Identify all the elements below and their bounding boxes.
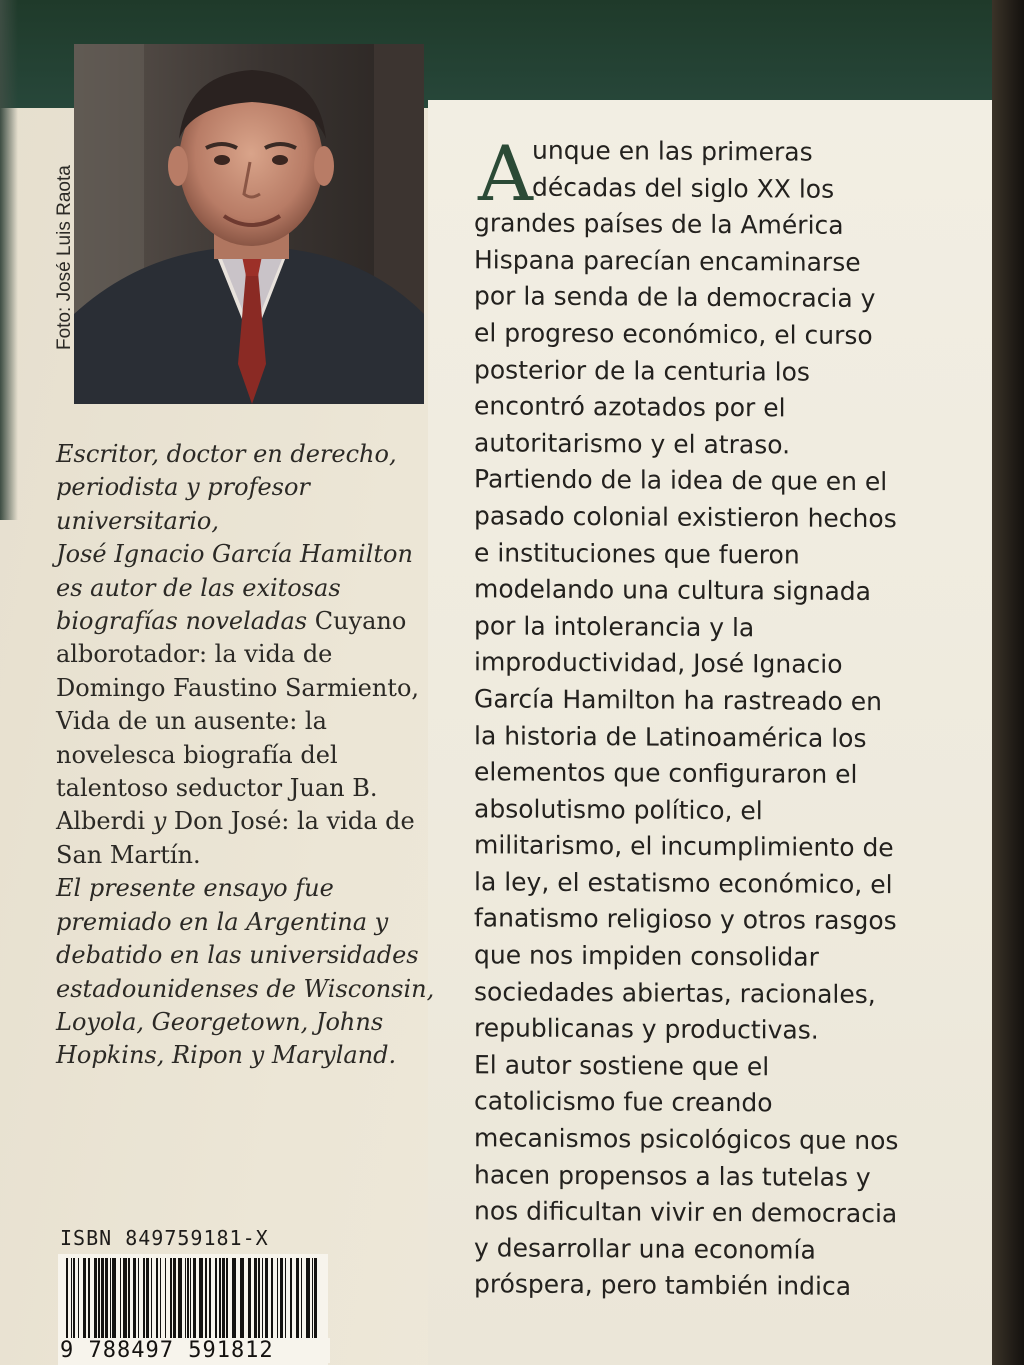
barcode-bar <box>205 1258 207 1342</box>
synopsis-line: el progreso económico, el curso <box>474 318 873 351</box>
barcode-bar <box>277 1258 278 1342</box>
barcode-bar <box>240 1258 244 1342</box>
bio-line <box>56 772 436 805</box>
barcode-bar <box>146 1258 149 1342</box>
bio-text: San Martín. <box>56 840 201 869</box>
barcode-bar <box>173 1258 176 1342</box>
barcode-bar <box>285 1258 286 1342</box>
bio-text: Vida de un ausente: la <box>56 707 327 736</box>
barcode-bar <box>83 1258 86 1342</box>
synopsis-line: y desarrollar una economía <box>474 1233 816 1265</box>
barcode-bar <box>290 1258 292 1342</box>
barcode-bar <box>215 1258 217 1342</box>
barcode-bar <box>123 1258 127 1342</box>
barcode-bar <box>170 1258 172 1342</box>
bio-text: estadounidenses de Wisconsin, <box>56 974 435 1003</box>
bio-line <box>56 605 436 638</box>
synopsis-line: por la intolerancia y la <box>474 610 755 642</box>
bio-text: Hopkins, Ripon y Maryland. <box>56 1041 397 1070</box>
bio-line <box>56 939 436 972</box>
barcode-bar <box>105 1258 108 1342</box>
bio-line <box>56 705 436 738</box>
barcode-bar <box>78 1258 79 1342</box>
barcode-bar <box>71 1258 72 1342</box>
barcode-bar <box>165 1258 166 1342</box>
barcode-bar <box>101 1258 104 1342</box>
barcode-bar <box>151 1258 152 1342</box>
barcode-bar <box>193 1258 196 1342</box>
barcode-bar <box>254 1258 257 1342</box>
synopsis-line: republicanas y productivas. <box>474 1013 819 1045</box>
bio-text: Domingo Faustino Sarmiento, <box>56 673 420 702</box>
bio-text: es autor de las exitosas <box>56 573 341 602</box>
bio-text: alborotador: la vida de <box>56 640 333 669</box>
barcode-bar <box>88 1258 90 1342</box>
barcode-bar <box>232 1258 236 1342</box>
barcode-bar <box>73 1258 75 1342</box>
bio-text: premiado en la Argentina y <box>56 907 389 936</box>
bio-line <box>56 438 436 471</box>
barcode-bar <box>296 1258 299 1342</box>
bio-text: novelesca biografía del <box>56 740 338 769</box>
synopsis-line: García Hamilton ha rastreado en <box>474 684 882 717</box>
barcode-bar <box>120 1258 121 1342</box>
synopsis-line: nos dificultan vivir en democracia <box>474 1196 898 1229</box>
barcode-bar <box>66 1258 68 1342</box>
barcode-bar <box>271 1258 273 1342</box>
barcode-bar <box>209 1258 211 1342</box>
bio-text: Escritor, doctor en derecho, <box>56 440 397 468</box>
barcode-bar <box>265 1258 268 1342</box>
barcode-bar <box>190 1258 191 1342</box>
bio-line <box>56 739 436 772</box>
barcode-bar <box>262 1258 263 1342</box>
barcode-bar <box>222 1258 225 1342</box>
barcode-bar <box>138 1258 139 1342</box>
bio-text: José Ignacio García Hamilton <box>56 540 413 569</box>
bio-text: y <box>152 807 167 836</box>
barcode-bar <box>314 1258 317 1342</box>
synopsis-line: que nos impiden consolidar <box>474 940 819 972</box>
barcode-bar <box>312 1258 313 1342</box>
bio-line <box>56 805 436 838</box>
synopsis-dropcap: A <box>478 129 533 218</box>
synopsis-line: El autor sostiene que el <box>474 1050 770 1082</box>
synopsis-line: décadas del siglo XX los <box>532 172 835 204</box>
barcode-bar <box>258 1258 260 1342</box>
bio-text: Alberdi <box>56 807 153 836</box>
synopsis-line: Partiendo de la idea de que en el <box>474 464 888 497</box>
synopsis-line: mecanismos psicológicos que nos <box>474 1123 899 1156</box>
synopsis-line: elementos que configuraron el <box>474 757 858 790</box>
synopsis-line: fanatismo religioso y otros rasgos <box>474 903 897 936</box>
barcode-bar <box>280 1258 283 1342</box>
bio-line <box>56 839 436 872</box>
synopsis-line: absolutismo político, el <box>474 793 763 825</box>
synopsis-line: posterior de la centuria los <box>474 354 810 387</box>
synopsis-line: la ley, el estatismo económico, el <box>474 867 893 900</box>
barcode-bar <box>306 1258 310 1342</box>
synopsis-line: Hispana parecían encaminarse <box>474 245 861 277</box>
barcode-bar <box>94 1258 97 1342</box>
bio-line <box>56 872 436 905</box>
synopsis-line: por la senda de la democracia y <box>474 281 876 314</box>
synopsis-line: catolicismo fue creando <box>474 1086 773 1118</box>
synopsis-line: militarismo, el incumplimiento de <box>474 830 894 863</box>
bio-text: debatido en las universidades <box>56 941 419 970</box>
barcode-bar <box>156 1258 158 1342</box>
barcode-bar <box>187 1258 189 1342</box>
synopsis-line: sociedades abiertas, racionales, <box>474 976 876 1009</box>
bio-line <box>56 1006 436 1039</box>
bio-text: talentoso seductor Juan B. <box>56 774 378 803</box>
bio-text: Cuyano <box>307 607 407 636</box>
bio-text: Don José: la vida de <box>166 807 415 836</box>
barcode-digits: 9 788497 591812 <box>58 1338 330 1363</box>
bio-line <box>56 672 436 705</box>
bio-text: universitario, <box>56 506 219 535</box>
bio-line <box>56 471 436 504</box>
barcode-bar <box>219 1258 221 1342</box>
synopsis-line: grandes países de la América <box>474 208 844 241</box>
bio-text: periodista y profesor <box>56 473 310 502</box>
barcode-bar <box>143 1258 145 1342</box>
synopsis-line: unque en las primeras <box>532 135 813 167</box>
bio-line <box>56 572 436 605</box>
synopsis-line: próspera, pero también indica <box>474 1269 852 1302</box>
bio-text: El presente ensayo fue <box>56 874 334 903</box>
synopsis-text <box>474 129 974 1306</box>
barcode-bar <box>133 1258 136 1342</box>
barcode-bar <box>178 1258 182 1342</box>
bio-line <box>56 538 436 571</box>
photo-credit: Foto: José Luis Raota <box>54 165 75 350</box>
synopsis-line: e instituciones que fueron <box>474 537 800 570</box>
barcode-bar <box>301 1258 302 1342</box>
barcode-bar <box>226 1258 228 1342</box>
bio-line <box>56 973 436 1006</box>
barcode-bar <box>199 1258 203 1342</box>
barcode-bar <box>110 1258 111 1342</box>
isbn-label: ISBN 849759181-X <box>60 1226 269 1250</box>
author-bio <box>56 438 436 1073</box>
bio-line <box>56 906 436 939</box>
barcode-bar <box>98 1258 100 1342</box>
bio-line <box>56 1039 436 1072</box>
synopsis-line: hacen propensos a las tutelas y <box>474 1159 871 1192</box>
bio-line <box>56 638 436 671</box>
synopsis-line: encontró azotados por el <box>474 391 786 423</box>
synopsis-line: la historia de Latinoamérica los <box>474 720 867 753</box>
barcode-bar <box>160 1258 161 1342</box>
bio-text: biografías noveladas <box>56 607 308 636</box>
synopsis-line: modelando una cultura signada <box>474 574 871 607</box>
cover-right-edge <box>992 0 1024 1365</box>
synopsis-line: improductividad, José Ignacio <box>474 647 843 680</box>
author-photo <box>74 44 424 404</box>
author-portrait-illustration <box>74 44 424 404</box>
synopsis-line: autoritarismo y el atraso. <box>474 428 791 460</box>
bio-text: Loyola, Georgetown, Johns <box>56 1007 384 1036</box>
bio-line <box>56 505 436 538</box>
barcode-bar <box>112 1258 116 1342</box>
barcode-bar <box>248 1258 251 1342</box>
synopsis-line: pasado colonial existieron hechos <box>474 501 897 534</box>
barcode-bar <box>185 1258 186 1342</box>
left-edge-shadow <box>0 0 18 520</box>
barcode-bar <box>128 1258 130 1342</box>
